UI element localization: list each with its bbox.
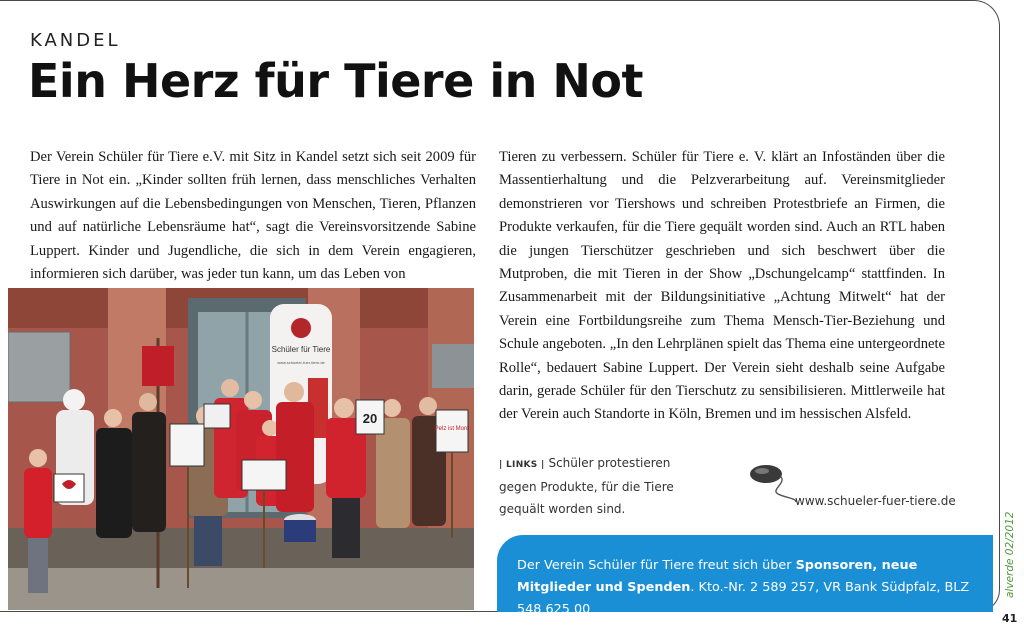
donation-info-box xyxy=(497,535,993,617)
banner-url: www.schueler-fuer-tiere.de xyxy=(277,360,325,365)
banner-text: Schüler für Tiere xyxy=(271,345,331,354)
body-column-left: Der Verein Schüler für Tiere e.V. mit Sitz in Kandel setzt sich seit 2009 für Tiere in Not ein. „Kinder sollten früh lernen, dass menschliches Verhalten Auswirkungen auf die Lebensbedingungen von Menschen, Tieren, Pflanzen und auf natürliche Lebensräume hat“, sagt die Vereinsvorsitzende Sabine Luppert. Kinder und Jugendliche, die sich in dem Verein engagieren, informieren sich darüber, was jeder tun kann, um das Leben von xyxy=(30,149,476,283)
section-kicker: KANDEL xyxy=(30,30,121,51)
website-link[interactable]: www.schueler-fuer-tiere.de xyxy=(795,494,956,508)
sign-number: 20 xyxy=(362,411,378,426)
caption-text: Schüler protestieren gegen Produkte, für die Tiere gequält worden sind. xyxy=(499,456,674,516)
info-text-start: Der Verein Schüler für Tiere freut sich über xyxy=(517,558,796,573)
computer-mouse-icon xyxy=(748,460,798,509)
body-column-right: Tieren zu verbessern. Schüler für Tiere e. V. klärt an Infoständen über die Massentierhaltung und die Pelzverarbeitung auf. Vereinsmitglieder demonstrieren vor Tiershows und schreiben Protestbriefe an Firmen, die Produkte verkaufen, für die Tiere gequält worden sind. Auch an RTL haben die jungen Tierschützer geschrieben und sich beschwert über die Mutproben, die mit Tieren in der Show „Dschungelcamp“ stattfinden. In Zusammenarbeit mit der Bildungsinitiative „Achtung Mitwelt“ hat der Verein eine Fortbildungsreihe zum Thema Mensch-Tier-Beziehung und Schule angeboten. „In den Lehrplänen spielt das Thema eine untergeordnete Rolle“, bedauert Sabine Luppert. Der Verein sieht deshalb seine Aufgabe darin, gerade Schüler für den Tierschutz zu sensibilisieren. Mittlerweile hat der Verein auch Standorte in Köln, Bremen und im hessischen Alsfeld. xyxy=(499,149,945,423)
headline: Ein Herz für Tiere in Not xyxy=(28,54,643,108)
magazine-issue-label: alverde 02/2012 xyxy=(1004,511,1016,598)
info-text-highlight: Sponsoren, neue Mitglieder und Spenden xyxy=(517,558,918,595)
protest-photo xyxy=(8,288,474,610)
photo-caption xyxy=(499,452,699,520)
page-number: 41 xyxy=(1002,612,1018,625)
sign-pelz: Pelz ist Mord xyxy=(434,426,470,432)
caption-tag: | LINKS | xyxy=(499,460,545,470)
info-text-bank: . Kto.-Nr. 2 589 257, VR Bank Südpfalz, BLZ 548 625 00 xyxy=(517,580,970,617)
